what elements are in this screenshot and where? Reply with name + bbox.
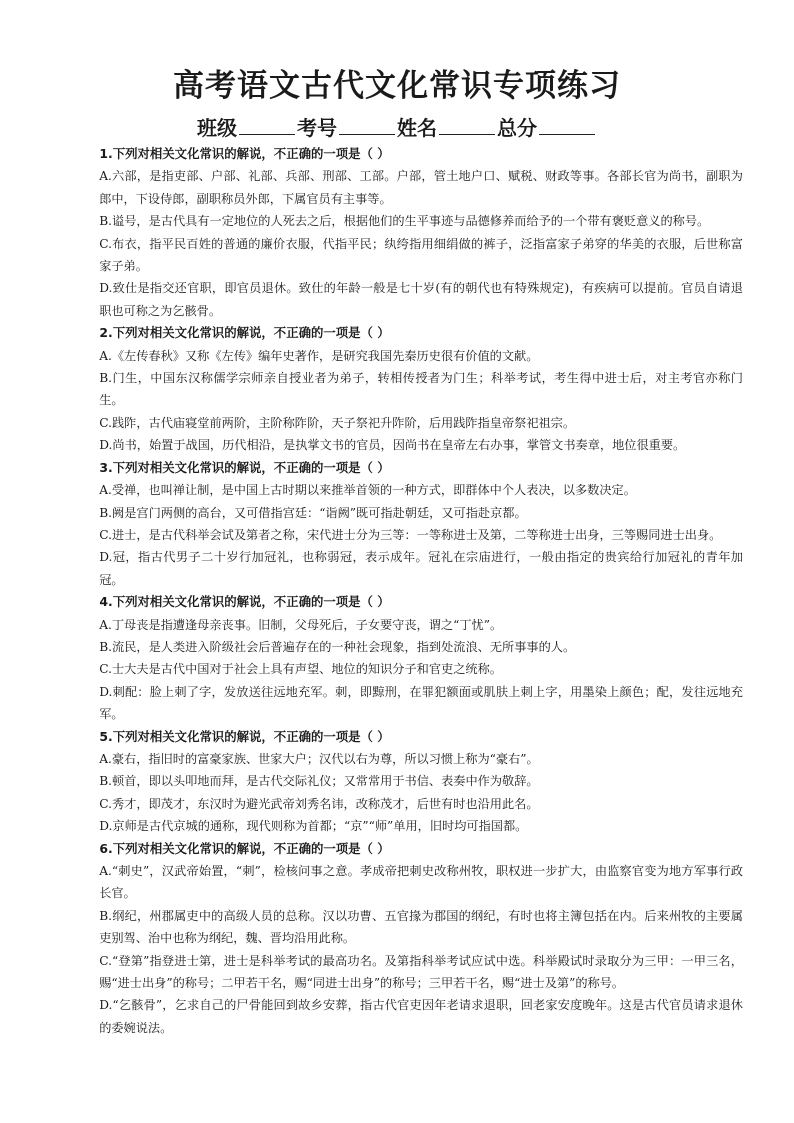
option-b: B.门生，中国东汉称儒学宗师亲自授业者为弟子，转相传授者为门生；科举考试，考生得中进士后，对主考官亦称门生。: [99, 371, 743, 408]
question-stem: 1.下列对相关文化常识的解说，不正确的一项是（ ）: [99, 146, 390, 161]
question-stem: 5.下列对相关文化常识的解说，不正确的一项是（ ）: [99, 728, 390, 744]
exam-no-blank[interactable]: [339, 116, 395, 135]
question-item: [87, 591, 743, 725]
option-d: D.“乞骸骨”，乞求自己的尸骨能回到故乡安葬，指古代官吏因年老请求退职，回老家安度晚年。这是古代官员请求退休的委婉说法。: [99, 998, 743, 1035]
question-item: [87, 457, 743, 591]
question-item: [87, 726, 743, 838]
option-b: B.流民，是人类进入阶级社会后普遍存在的一种社会现象，指到处流浪、无所事事的人。: [99, 639, 576, 654]
page-title: 高考语文古代文化常识专项练习: [173, 68, 621, 104]
option-d: D.京师是古代京城的通称，现代则称为首都；“京”“师”单用，旧时均可指国都。: [99, 819, 528, 834]
option-d: D.尚书，始置于战国，历代相沿，是执掌文书的官员，因尚书在皇帝左右办事，掌管文书奏章，地位很重要。: [99, 438, 686, 453]
option-b: B.阙是宫门两侧的高台，又可借指宫廷：“诣阙”既可指赴朝廷，又可指赴京都。: [99, 505, 527, 520]
option-c: C.进士，是古代科举会试及第者之称，宋代进士分为三等：一等称进士及第，二等称进士出身，三等赐同进士出身。: [99, 527, 722, 542]
question-item: [87, 143, 743, 322]
score-blank[interactable]: [539, 116, 595, 135]
option-c: C.布衣，指平民百姓的普通的廉价衣服，代指平民；纨绔指用细绢做的裤子，泛指富家子弟穿的华美的衣服，后世称富家子弟。: [99, 236, 743, 274]
name-blank[interactable]: [439, 116, 495, 135]
option-d: D.冠，指古代男子二十岁行加冠礼，也称弱冠，表示成年。冠礼在宗庙进行，一般由指定的贵宾给行加冠礼的青年加冠。: [99, 550, 743, 587]
question-stem: 2.下列对相关文化常识的解说，不正确的一项是（ ）: [99, 325, 390, 341]
option-b: B.谥号，是古代具有一定地位的人死去之后，根据他们的生平事迹与品德修养而给予的一个带有褒贬意义的称号。: [99, 214, 710, 229]
student-info-line: [0, 112, 794, 141]
question-item: [87, 322, 743, 456]
option-c: C.秀才，即茂才，东汉时为避光武帝刘秀名讳，改称茂才，后世有时也沿用此名。: [99, 796, 539, 811]
option-a: A.六部，是指吏部、户部、礼部、兵部、刑部、工部。户部，管土地户口、赋税、财政等事。各部长官为尚书，副职为郎中，下设侍郎，副职称员外郎，下属官员有主事等。: [99, 169, 743, 206]
question-list: [87, 143, 743, 1039]
option-c: C.“登第”指登进士第，进士是科举考试的最高功名。及第指科举考试应试中选。科举殿试时录取分为三甲：一甲三名，赐“进士出身”的称号；二甲若干名，赐“同进士出身”的称号；三甲若干名，赐“进士及第”的称号。: [99, 953, 743, 991]
option-a: A.受禅，也叫禅让制，是中国上古时期以来推举首领的一种方式，即群体中个人表决，以多数决定。: [99, 483, 636, 498]
question-stem: 6.下列对相关文化常识的解说，不正确的一项是（ ）: [99, 840, 390, 856]
class-blank[interactable]: [239, 116, 295, 135]
question-item: [87, 838, 743, 1040]
option-c: C.士大夫是古代中国对于社会上具有声望、地位的知识分子和官吏之统称。: [99, 662, 502, 677]
class-label: 班级: [197, 116, 237, 140]
option-a: A.豪右，指旧时的富豪家族、世家大户；汉代以右为尊，所以习惯上称为“豪右”。: [99, 751, 539, 766]
question-stem: 3.下列对相关文化常识的解说，不正确的一项是（ ）: [99, 459, 390, 475]
exam-no-label: 考号: [297, 116, 337, 140]
option-a: A.丁母丧是指遭逢母亲丧事。旧制，父母死后，子女要守丧，谓之“丁忧”。: [99, 617, 503, 632]
score-label: 总分: [497, 116, 537, 140]
option-b: B.纲纪，州郡属吏中的高级人员的总称。汉以功曹、五官掾为郡国的纲纪，有时也将主簿包括在内。后来州牧的主要属吏别驾、治中也称为纲纪，魏、晋均沿用此称。: [99, 908, 743, 946]
question-stem: 4.下列对相关文化常识的解说，不正确的一项是（ ）: [99, 594, 390, 610]
option-a: A.《左传春秋》又称《左传》编年史著作，是研究我国先秦历史很有价值的文献。: [99, 348, 539, 363]
option-c: C.践阼，古代庙寝堂前两阶，主阶称阼阶，天子祭祀升阼阶，后用践阼指皇帝祭祀祖宗。: [99, 415, 576, 430]
option-d: D.刺配：脸上刺了字，发放送往远地充军。刺，即黥刑，在罪犯额面或肌肤上刺上字，用墨染上颜色；配，发往远地充军。: [99, 684, 743, 722]
name-label: 姓名: [397, 116, 437, 140]
option-a: A.“刺史”，汉武帝始置，“刺”，检核问事之意。孝成帝把刺史改称州牧，职权进一步扩大，由监察官变为地方军事行政长官。: [99, 864, 743, 901]
option-b: B.顿首，即以头叩地而拜，是古代交际礼仪；又常常用于书信、表奏中作为敬辞。: [99, 774, 539, 789]
option-d: D.致仕是指交还官职，即官员退休。致仕的年龄一般是七十岁(有的朝代也有特殊规定)，有疾病可以提前。官员自请退职也可称之为乞骸骨。: [99, 281, 743, 318]
